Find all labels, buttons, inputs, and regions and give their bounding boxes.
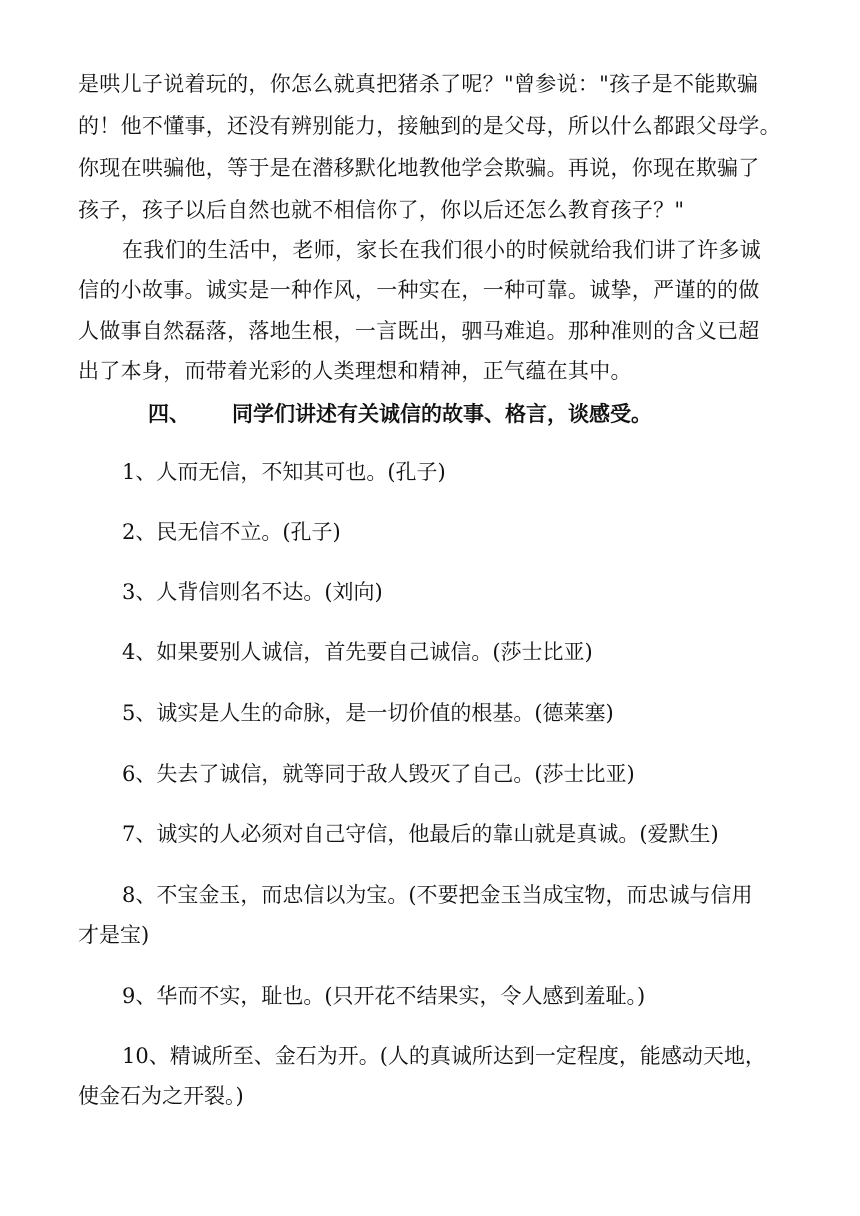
section-heading: [148, 398, 652, 430]
quote-item-10-continued: 使金石为之开裂。): [78, 1084, 244, 1108]
story-line-2: 的！他不懂事，还没有辨别能力，接触到的是父母，所以什么都跟父母学。: [78, 114, 781, 138]
quote-item-4: 4、如果要别人诚信，首先要自己诚信。(莎士比亚): [122, 640, 593, 664]
paragraph-line-1: 在我们的生活中，老师，家长在我们很小的时候就给我们讲了许多诚: [122, 238, 761, 262]
quote-item-7: 7、诚实的人必须对自己守信，他最后的靠山就是真诚。(爱默生): [122, 822, 719, 846]
section-title: 同学们讲述有关诚信的故事、格言，谈感受。: [232, 402, 652, 426]
story-line-3: 你现在哄骗他，等于是在潜移默化地教他学会欺骗。再说，你现在欺骗了: [78, 156, 760, 180]
paragraph-line-3: 人做事自然磊落，落地生根，一言既出，驷马难追。那种准则的含义已超: [78, 319, 760, 343]
story-line-1: 是哄儿子说着玩的，你怎么就真把猪杀了呢？"曾参说："孩子是不能欺骗: [78, 72, 759, 96]
quote-item-9: 9、华而不实，耻也。(只开花不结果实，令人感到羞耻。): [122, 984, 646, 1008]
quote-item-8-continued: 才是宝): [78, 923, 150, 947]
paragraph-line-4: 出了本身，而带着光彩的人类理想和精神，正气蕴在其中。: [78, 359, 632, 383]
quote-item-5: 5、诚实是人生的命脉，是一切价值的根基。(德莱塞): [122, 701, 614, 725]
quote-item-1: 1、人而无信，不知其可也。(孔子): [122, 460, 446, 484]
section-number: 四、: [148, 402, 190, 426]
paragraph-line-2: 信的小故事。诚实是一种作风，一种实在，一种可靠。诚挚，严谨的的做: [78, 278, 760, 302]
quote-item-6: 6、失去了诚信，就等同于敌人毁灭了自己。(莎士比亚): [122, 762, 635, 786]
quote-item-8: 8、不宝金玉，而忠信以为宝。(不要把金玉当成宝物，而忠诚与信用: [122, 883, 753, 907]
quote-item-3: 3、人背信则名不达。(刘向): [122, 580, 383, 604]
quote-item-2: 2、民无信不立。(孔子): [122, 520, 341, 544]
story-line-4: 孩子，孩子以后自然也就不相信你了，你以后还怎么教育孩子？": [78, 198, 685, 222]
quote-item-10: 10、精诚所至、金石为开。(人的真诚所达到一定程度，能感动天地，: [122, 1044, 766, 1068]
